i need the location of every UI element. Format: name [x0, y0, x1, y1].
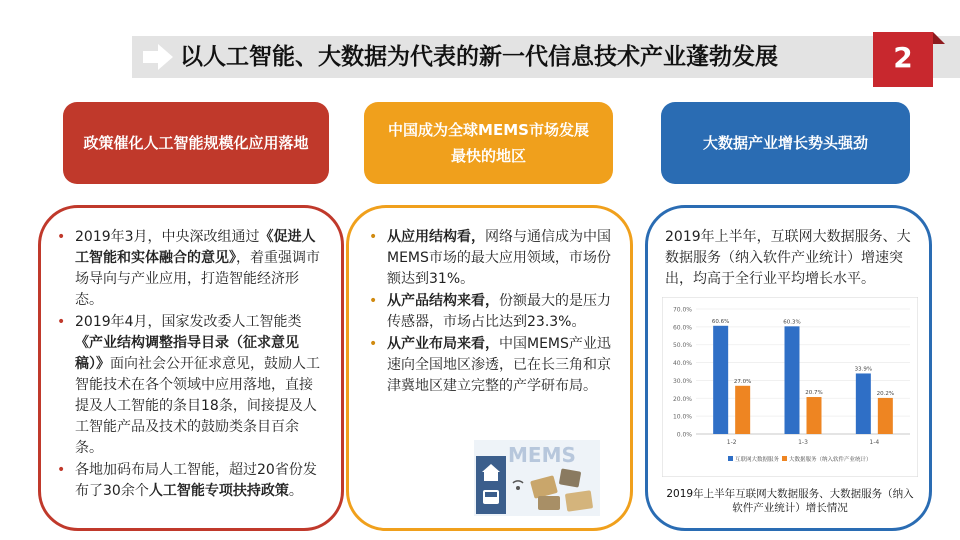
bigdata-growth-chart [662, 297, 918, 477]
legend-swatch [728, 456, 733, 461]
y-tick-label: 50.0% [672, 342, 692, 350]
bar [785, 326, 800, 434]
legend-label: 大数据服务（纳入软件产业统计） [789, 457, 872, 463]
bigdata-summary: 2019年上半年，互联网大数据服务、大数据服务（纳入软件产业统计）增速突出，均高于全行业平均增长水平。 [665, 229, 911, 287]
list-item [53, 312, 325, 459]
chart-caption: 2019年上半年互联网大数据服务、大数据服务（纳入软件产业统计）增长情况 [666, 488, 914, 514]
x-tick-label: 1-3 [798, 439, 808, 446]
data-label: 27.0% [733, 378, 752, 385]
bullet-text: 2019年4月，国家发改委人工智能类 [75, 314, 302, 330]
list-item [365, 291, 615, 333]
bullet-text: 网络与通信成为中国MEMS市场的最大应用领域，市场份额达到31%。 [387, 229, 611, 287]
mems-bullet-list [365, 227, 615, 398]
y-tick-label: 0.0% [676, 431, 692, 439]
bullet-emphasis: 人工智能专项扶持政策 [148, 483, 289, 499]
column-header-policy-text: 政策催化人工智能规模化应用落地 [83, 134, 309, 152]
bullet-text: 面向社会公开征求意见，鼓励人工智能技术在各个领域中应用落地，直接提及人工智能的条目18条，间接提及人工智能产品及技术的鼓励类条目百余条。 [75, 356, 320, 456]
column-header-mems-line2: 最快的地区 [450, 147, 526, 165]
bullet-text: 。 [288, 483, 303, 499]
bar [713, 326, 728, 434]
y-tick-label: 60.0% [672, 324, 692, 332]
bullet-emphasis: 从产品结构来看， [387, 293, 499, 309]
column-header-bigdata-text: 大数据产业增长势头强劲 [702, 134, 868, 152]
y-tick-label: 20.0% [672, 395, 692, 403]
bullet-emphasis: 《促进人工智能和实体融合的意见》 [75, 229, 316, 266]
bar [856, 373, 871, 434]
bus-icon [483, 490, 499, 504]
bar [878, 398, 893, 434]
column-header-mems [364, 102, 613, 184]
list-item [53, 460, 325, 502]
mems-illustration [474, 440, 600, 516]
bullet-text: 2019年3月，中央深改组通过 [75, 229, 260, 245]
bullet-text: 份额最大的是压力传感器，市场占比达到23.3%。 [387, 293, 611, 330]
data-label: 60.3% [783, 319, 801, 326]
bullet-emphasis: 从应用结构看， [387, 229, 485, 245]
y-tick-label: 10.0% [672, 413, 692, 421]
x-tick-label: 1-2 [726, 439, 737, 446]
arrow-right-icon [143, 44, 173, 70]
x-tick-label: 1-4 [869, 439, 880, 446]
list-item [365, 227, 615, 290]
bullet-text: 各地加码布局人工智能，超过20省份发布了30余个 [75, 462, 317, 499]
list-item [53, 227, 325, 311]
column-header-mems-line1: 中国成为全球MEMS市场发展 [388, 121, 589, 139]
bullet-emphasis: 从产业布局来看， [387, 336, 499, 352]
page-number-badge: 2 [873, 32, 933, 87]
bullet-text: ，着重强调市场导向与产业应用，打造智能经济形态。 [75, 250, 320, 308]
data-label: 60.6% [711, 318, 730, 325]
column-header-bigdata [661, 102, 910, 184]
bullet-emphasis: 《产业结构调整指导目录（征求意见稿）》 [75, 335, 299, 372]
y-tick-label: 40.0% [672, 360, 692, 368]
policy-bullet-list [53, 227, 325, 503]
legend-swatch [782, 456, 787, 461]
y-tick-label: 30.0% [672, 377, 692, 385]
list-item [365, 334, 615, 397]
column-header-policy [63, 102, 329, 184]
y-tick-label: 70.0% [672, 306, 692, 314]
data-label: 20.2% [876, 390, 895, 397]
bar [735, 386, 750, 434]
mems-image-label: MEMS [508, 443, 576, 467]
data-label: 20.7% [805, 390, 823, 397]
legend-label: 互联网大数据服务 [735, 457, 780, 463]
bullet-text: 中国MEMS产业迅速向全国地区渗透，已在长三角和京津冀地区建立完整的产学研布局。 [387, 336, 611, 394]
data-label: 33.9% [854, 366, 873, 373]
page-title: 以人工智能、大数据为代表的新一代信息技术产业蓬勃发展 [180, 44, 778, 70]
bar [807, 397, 822, 434]
